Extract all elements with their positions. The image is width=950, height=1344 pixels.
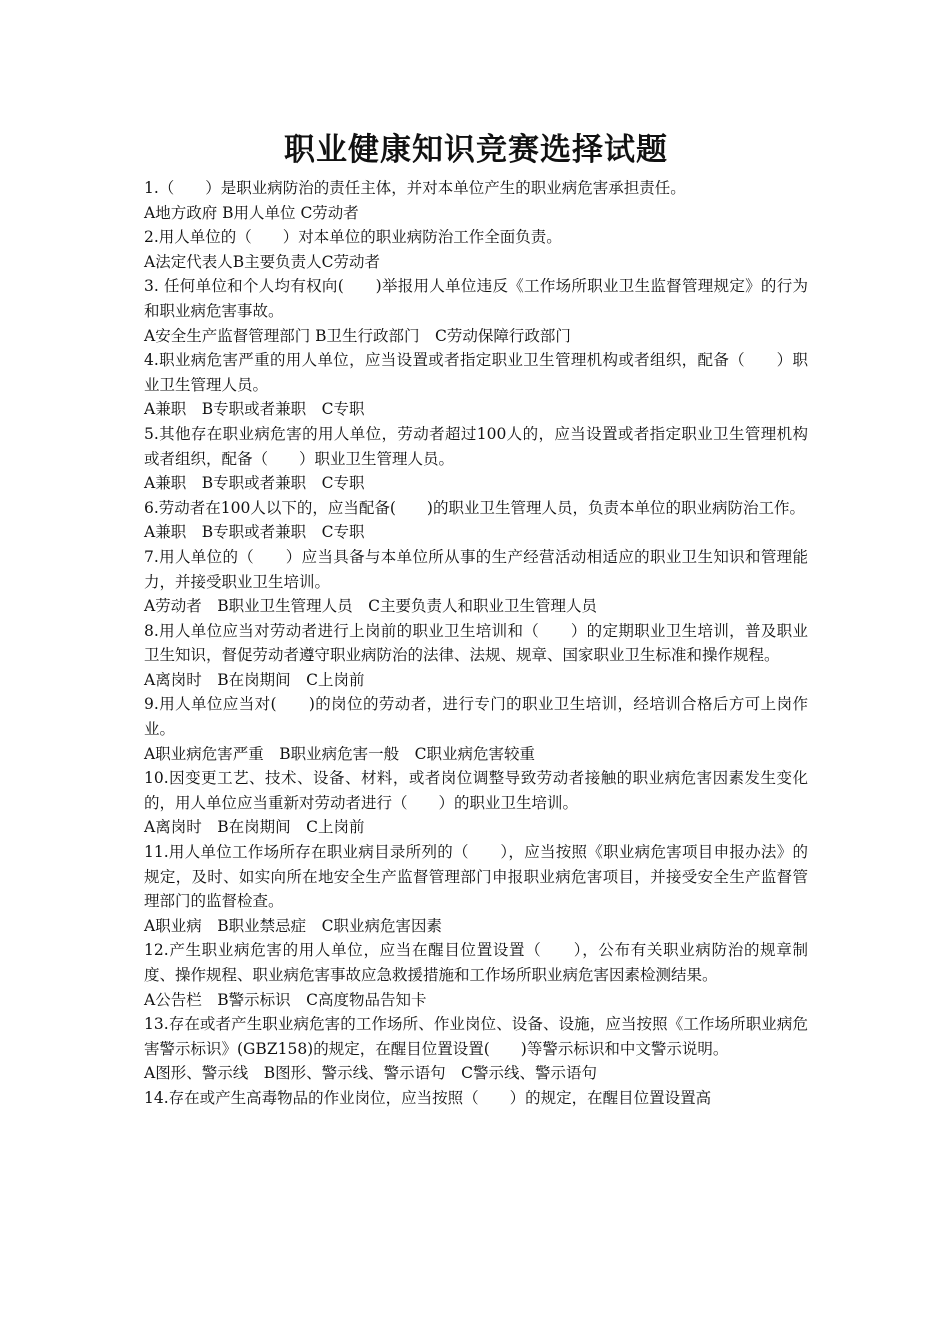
question-text: 5.其他存在职业病危害的用人单位，劳动者超过100人的，应当设置或者指定职业卫生管理机构或者组织，配备（ ）职业卫生管理人员。 xyxy=(144,424,808,468)
question-options: A兼职 B专职或者兼职 C专职 xyxy=(144,523,365,542)
question-text: 11.用人单位工作场所存在职业病目录所列的（ ），应当按照《职业病危害项目申报办法》的规定，及时、如实向所在地安全生产监督管理部门申报职业病危害项目，并接受安全生产监督管理部门的监督检查。 xyxy=(144,843,808,911)
question-options: A安全生产监督管理部门 B卫生行政部门 C劳动保障行政部门 xyxy=(144,326,571,345)
question-options: A职业病危害严重 B职业病危害一般 C职业病危害较重 xyxy=(144,744,535,763)
question-text: 7.用人单位的（ ）应当具备与本单位所从事的生产经营活动相适应的职业卫生知识和管理能力，并接受职业卫生培训。 xyxy=(144,547,808,591)
question-text: 13.存在或者产生职业病危害的工作场所、作业岗位、设备、设施，应当按照《工作场所职业病危害警示标识》(GBZ158)的规定，在醒目位置设置( )等警示标识和中文警示说明。 xyxy=(144,1015,808,1058)
question-options: A劳动者 B职业卫生管理人员 C主要负责人和职业卫生管理人员 xyxy=(144,597,597,616)
question-options: A兼职 B专职或者兼职 C专职 xyxy=(144,400,365,419)
question-text: 14.存在或产生高毒物品的作业岗位，应当按照（ ）的规定，在醒目位置设置高 xyxy=(144,1088,712,1107)
question-options: A离岗时 B在岗期间 C上岗前 xyxy=(144,818,365,837)
question-text: 8.用人单位应当对劳动者进行上岗前的职业卫生培训和（ ）的定期职业卫生培训，普及职业卫生知识，督促劳动者遵守职业病防治的法律、法规、规章、国家职业卫生标准和操作规程。 xyxy=(144,621,808,665)
question-text: 4.职业病危害严重的用人单位，应当设置或者指定职业卫生管理机构或者组织，配备（ ）职业卫生管理人员。 xyxy=(144,351,808,394)
question-text: 6.劳动者在100人以下的，应当配备( )的职业卫生管理人员，负责本单位的职业病防治工作。 xyxy=(144,498,805,517)
question-options: A公告栏 B警示标识 C高度物品告知卡 xyxy=(144,990,427,1009)
question-text: 9.用人单位应当对( )的岗位的劳动者，进行专门的职业卫生培训，经培训合格后方可上岗作业。 xyxy=(144,695,808,739)
question-text: 10.因变更工艺、技术、设备、材料，或者岗位调整导致劳动者接触的职业病危害因素发生变化的，用人单位应当重新对劳动者进行（ ）的职业卫生培训。 xyxy=(144,769,808,812)
question-options: A图形、警示线 B图形、警示线、警示语句 C警示线、警示语句 xyxy=(144,1064,597,1083)
question-text: 12.产生职业病危害的用人单位，应当在醒目位置设置（ ），公布有关职业病防治的规章制度、操作规程、职业病危害事故应急救援措施和工作场所职业病危害因素检测结果。 xyxy=(144,941,808,984)
document-page xyxy=(144,128,808,1111)
question-list xyxy=(144,176,808,1111)
question-text: 2.用人单位的（ ）对本单位的职业病防治工作全面负责。 xyxy=(144,228,562,247)
question-options: A法定代表人B主要负责人C劳动者 xyxy=(144,252,380,271)
question-text: 1.（ ）是职业病防治的责任主体，并对本单位产生的职业病危害承担责任。 xyxy=(144,179,686,197)
question-text: 3. 任何单位和个人均有权向( )举报用人单位违反《工作场所职业卫生监督管理规定》的行为和职业病危害事故。 xyxy=(144,277,808,320)
document-title: 职业健康知识竞赛选择试题 xyxy=(284,132,668,168)
question-options: A离岗时 B在岗期间 C上岗前 xyxy=(144,670,365,689)
question-options: A职业病 B职业禁忌症 C职业病危害因素 xyxy=(144,916,442,935)
question-options: A兼职 B专职或者兼职 C专职 xyxy=(144,474,365,493)
question-options: A地方政府 B用人单位 C劳动者 xyxy=(144,203,359,222)
